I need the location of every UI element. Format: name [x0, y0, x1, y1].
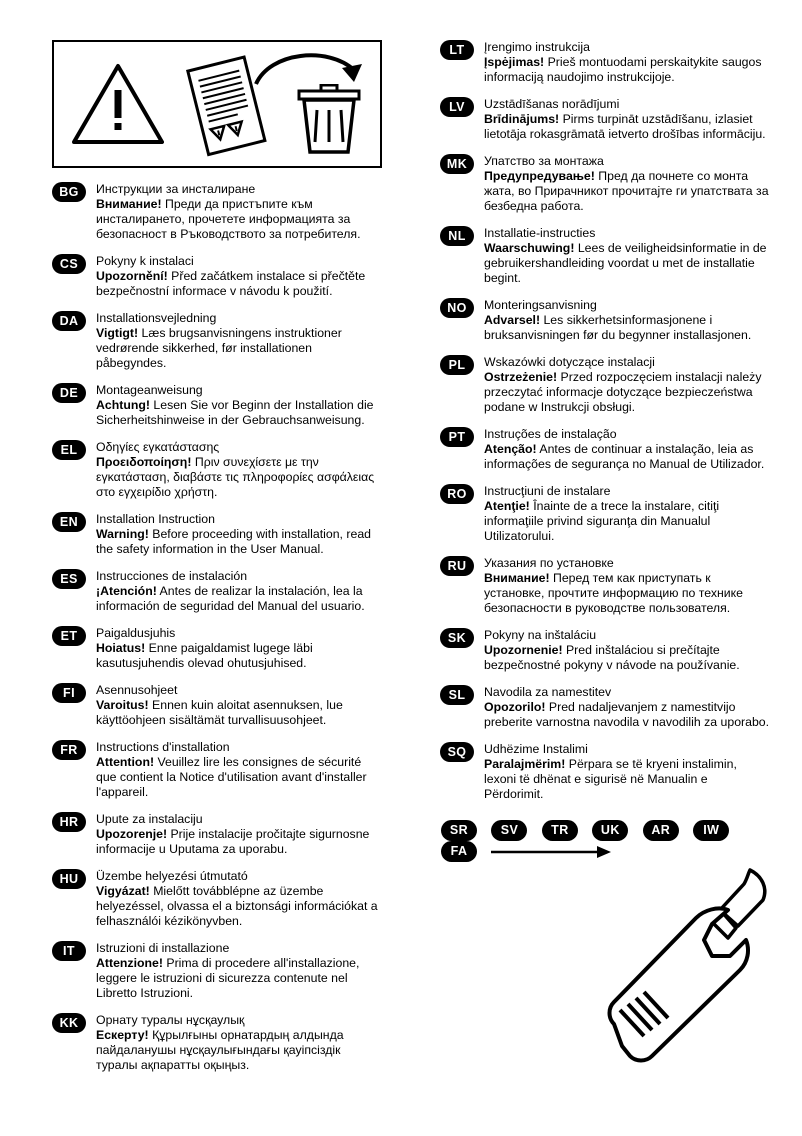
entry-text: Prije instalacije pročitajte sigurnosne informacije u Uputama za uporabu.	[96, 827, 370, 856]
entry-text: Prieš montuodami perskaitykite saugos informaciją naudojimo instrukcijoje.	[484, 55, 762, 84]
entry-title: Asennusohjeet	[96, 683, 178, 697]
entry-warning: ¡Atención!	[96, 584, 157, 598]
entry-text: Пред да почнете со монта жата, во Прирачникот прочитајте ги упатствата за безбедна работа.	[484, 169, 769, 213]
language-badge: NL	[440, 226, 474, 246]
entry-text: Przed rozpoczęciem instalacji należy przeczytać informacje dotyczące bezpieczeństwa podane w Instrukcji obsługi.	[484, 370, 762, 414]
entry-body	[484, 571, 770, 616]
entry-text: Veuillez lire les consignes de sécurité que contient la Notice d'utilisation avant d'installer l'appareil.	[96, 755, 367, 799]
language-badge: ET	[52, 626, 86, 646]
language-badge: SK	[440, 628, 474, 648]
entry-title: Pokyny na inštaláciu	[484, 628, 597, 642]
entry-body	[484, 442, 770, 472]
entry-warning: Ostrzeżenie!	[484, 370, 558, 384]
entry-title: Uzstādīšanas norādījumi	[484, 97, 620, 111]
entry-warning: Внимание!	[484, 571, 550, 585]
entry-text: Ennen kuin aloitat asennuksen, lue käyttöohjeen sisältämät turvallisuusohjeet.	[96, 698, 343, 727]
language-entry	[440, 97, 770, 142]
entry-title: Installation Instruction	[96, 512, 215, 526]
entry-body	[96, 698, 382, 728]
entry-warning: Προειδοποίηση!	[96, 455, 192, 469]
entry-warning: Atenţie!	[484, 499, 530, 513]
language-entry	[52, 311, 382, 371]
language-badge: FR	[52, 740, 86, 760]
language-badge: FA	[441, 841, 477, 862]
entry-warning: Vigyázat!	[96, 884, 150, 898]
entry-text: Prima di procedere all'installazione, leggere le istruzioni di sicurezza contenute nel Libretto Istruzioni.	[96, 956, 360, 1000]
language-entry	[440, 685, 770, 730]
entry-body	[484, 499, 770, 544]
entry-body	[484, 313, 770, 343]
language-entry	[52, 740, 382, 800]
entry-title: Упатство за монтажа	[484, 154, 604, 168]
entry-body	[96, 584, 382, 614]
language-entry	[440, 154, 770, 214]
entry-title: Instruções de instalação	[484, 427, 617, 441]
entry-body	[484, 112, 770, 142]
entry-body	[96, 197, 382, 242]
language-badge: IW	[693, 820, 729, 841]
language-entry	[52, 941, 382, 1001]
language-badge: EN	[52, 512, 86, 532]
entry-text: Mielőtt továbblépne az üzembe helyezéssel, olvassa el a biztonsági információkat a felhasználói kézikönyvben.	[96, 884, 378, 928]
extra-language-badges	[440, 820, 770, 858]
entry-title: Pokyny k instalaci	[96, 254, 194, 268]
language-badge: PT	[440, 427, 474, 447]
entry-body	[96, 455, 382, 500]
entry-warning: Atenção!	[484, 442, 537, 456]
entry-warning: Attenzione!	[96, 956, 163, 970]
entry-body	[484, 643, 770, 673]
entry-text: Enne paigaldamist lugege läbi kasutusjuhendis olevad ohutusjuhised.	[96, 641, 313, 670]
entry-text: Antes de realizar la instalación, lea la información de seguridad del Manual del usuario.	[96, 584, 365, 613]
entry-warning: Внимание!	[96, 197, 162, 211]
entry-warning: Предупредување!	[484, 169, 595, 183]
language-badge: KK	[52, 1013, 86, 1033]
entry-warning: Hoiatus!	[96, 641, 146, 655]
language-entry	[440, 355, 770, 415]
entry-text: Lesen Sie vor Beginn der Installation die Sicherheitshinweise in der Gebrauchsanweisung.	[96, 398, 374, 427]
language-entry	[52, 440, 382, 500]
language-entry	[52, 254, 382, 299]
language-entry	[52, 512, 382, 557]
entry-text: Πριν συνεχίσετε με την εγκατάσταση, διαβάστε τις πληροφορίες ασφάλειας στο εγχειρίδιο χρήστη.	[96, 455, 375, 499]
language-entry	[440, 484, 770, 544]
entry-title: Udhëzime Instalimi	[484, 742, 588, 756]
entry-text: Pirms turpināt uzstādīšanu, izlasiet lietotāja rokasgrāmatā ietverto drošības informāciju.	[484, 112, 766, 141]
language-badge: SQ	[440, 742, 474, 762]
language-entry	[440, 427, 770, 472]
language-badge: RO	[440, 484, 474, 504]
language-badge: BG	[52, 182, 86, 202]
language-badge: UK	[592, 820, 628, 841]
entry-text: Antes de continuar a instalação, leia as informações de segurança no Manual de Utilizador.	[484, 442, 765, 471]
entry-warning: Upozorenje!	[96, 827, 168, 841]
entry-title: Monteringsanvisning	[484, 298, 597, 312]
entry-text: Перед тем как приступать к установке, прочтите информацию по технике безопасности в руководстве пользователя.	[484, 571, 744, 615]
language-badge: EL	[52, 440, 86, 460]
language-badge: TR	[542, 820, 578, 841]
entry-text: Before proceeding with installation, read the safety information in the User Manual.	[96, 527, 371, 556]
language-badge: RU	[440, 556, 474, 576]
waste-bin-icon	[294, 84, 364, 156]
entry-title: Montageanweisung	[96, 383, 203, 397]
language-badge: SL	[440, 685, 474, 705]
language-entry	[440, 628, 770, 673]
entry-body	[96, 884, 382, 929]
entry-text: Құрылғыны орнатардың алдында пайдаланушы нұсқаулығындағы қауіпсіздік туралы ақпаратты оқыңыз.	[96, 1028, 344, 1072]
entry-body	[484, 700, 770, 730]
entry-text: Lees de veiligheidsinformatie in de gebruikershandleiding voordat u met de installatie begint.	[484, 241, 767, 285]
entry-warning: Attention!	[96, 755, 155, 769]
right-column	[440, 40, 770, 856]
language-badge: CS	[52, 254, 86, 274]
entry-title: Instructions d'installation	[96, 740, 230, 754]
entry-warning: Waarschuwing!	[484, 241, 575, 255]
entry-body	[484, 241, 770, 286]
right-arrow-icon	[491, 845, 611, 859]
language-badge: DA	[52, 311, 86, 331]
entry-body	[484, 169, 770, 214]
entry-body	[484, 757, 770, 802]
language-entry	[52, 383, 382, 428]
language-badge: SR	[441, 820, 477, 841]
entry-title: Upute za instalaciju	[96, 812, 203, 826]
entry-warning: Advarsel!	[484, 313, 541, 327]
entry-warning: Ескерту!	[96, 1028, 149, 1042]
entry-title: Instrucţiuni de instalare	[484, 484, 611, 498]
entry-text: Před začátkem instalace si přečtěte bezpečnostní informace v návodu k použití.	[96, 269, 366, 298]
entry-text: Pred inštaláciou si prečítajte bezpečnostné pokyny v návode na používanie.	[484, 643, 740, 672]
entry-warning: Įspėjimas!	[484, 55, 545, 69]
entry-body	[96, 827, 382, 857]
entry-body	[96, 527, 382, 557]
entry-text: Pred nadaljevanjem z namestitvijo preberite varnostna navodila v navodilih za uporabo.	[484, 700, 770, 729]
entry-body	[96, 398, 382, 428]
language-entry	[52, 182, 382, 242]
entry-warning: Upozornenie!	[484, 643, 563, 657]
entry-warning: Vigtigt!	[96, 326, 139, 340]
language-entry	[52, 812, 382, 857]
language-badge: ES	[52, 569, 86, 589]
entry-text: Înainte de a trece la instalare, citiţi informaţiile privind siguranţa din Manualul Utilizatorului.	[484, 499, 720, 543]
entry-warning: Varoitus!	[96, 698, 149, 712]
entry-body	[96, 755, 382, 800]
entry-title: Istruzioni di installazione	[96, 941, 230, 955]
entry-warning: Warning!	[96, 527, 149, 541]
entry-title: Instrucciones de instalación	[96, 569, 248, 583]
entry-text: Læs brugsanvisningens instruktioner vedrørende sikkerhed, før installationen påbegyndes.	[96, 326, 342, 370]
entry-body	[96, 326, 382, 371]
language-entry	[52, 626, 382, 671]
entry-title: Installationsvejledning	[96, 311, 217, 325]
entry-warning: Brīdinājums!	[484, 112, 560, 126]
entry-title: Wskazówki dotyczące instalacji	[484, 355, 655, 369]
language-badge: HU	[52, 869, 86, 889]
entry-warning: Upozornění!	[96, 269, 168, 283]
wrench-screwdriver-icon	[600, 860, 790, 1070]
entry-title: Paigaldusjuhis	[96, 626, 176, 640]
entry-warning: Achtung!	[96, 398, 150, 412]
entry-body	[96, 956, 382, 1001]
language-entry	[440, 556, 770, 616]
language-entry	[52, 1013, 382, 1073]
entry-title: Üzembe helyezési útmutató	[96, 869, 248, 883]
language-badge: LT	[440, 40, 474, 60]
entry-warning: Opozorilo!	[484, 700, 546, 714]
language-badge: NO	[440, 298, 474, 318]
language-badge: IT	[52, 941, 86, 961]
entry-body	[96, 641, 382, 671]
language-badge: MK	[440, 154, 474, 174]
language-entry	[440, 298, 770, 343]
entry-title: Navodila za namestitev	[484, 685, 612, 699]
language-entry	[52, 683, 382, 728]
entry-text: Përpara se të kryeni instalimin, lexoni të dhënat e sigurisë në Manualin e Përdorimit.	[484, 757, 737, 801]
entry-title: Įrengimo instrukcija	[484, 40, 590, 54]
language-badge: PL	[440, 355, 474, 375]
language-entry	[440, 742, 770, 802]
language-badge: SV	[491, 820, 527, 841]
warning-manual-disposal-figure	[52, 40, 382, 168]
entry-body	[96, 1028, 382, 1073]
language-badge: FI	[52, 683, 86, 703]
entry-body	[96, 269, 382, 299]
entry-title: Инструкции за инсталиране	[96, 182, 256, 196]
language-badge: HR	[52, 812, 86, 832]
entry-title: Орнату туралы нұсқаулық	[96, 1013, 245, 1027]
language-badge: LV	[440, 97, 474, 117]
entry-title: Οδηγίες εγκατάστασης	[96, 440, 220, 454]
entry-text: Les sikkerhetsinformasjonene i bruksanvisningen før du begynner installasjonen.	[484, 313, 752, 342]
language-entry	[52, 569, 382, 614]
entry-title: Installatie-instructies	[484, 226, 596, 240]
left-column	[52, 40, 382, 1085]
entry-title: Указания по установке	[484, 556, 614, 570]
language-entry	[440, 226, 770, 286]
entry-body	[484, 370, 770, 415]
language-badge: AR	[643, 820, 679, 841]
entry-text: Преди да пристъпите към инсталирането, прочетете информацията за безопасност в Ръководството за потребителя.	[96, 197, 361, 241]
warning-triangle-icon	[72, 62, 164, 146]
language-entry	[52, 869, 382, 929]
language-entry	[440, 40, 770, 85]
entry-warning: Paralajmërim!	[484, 757, 566, 771]
entry-body	[484, 55, 770, 85]
language-badge: DE	[52, 383, 86, 403]
